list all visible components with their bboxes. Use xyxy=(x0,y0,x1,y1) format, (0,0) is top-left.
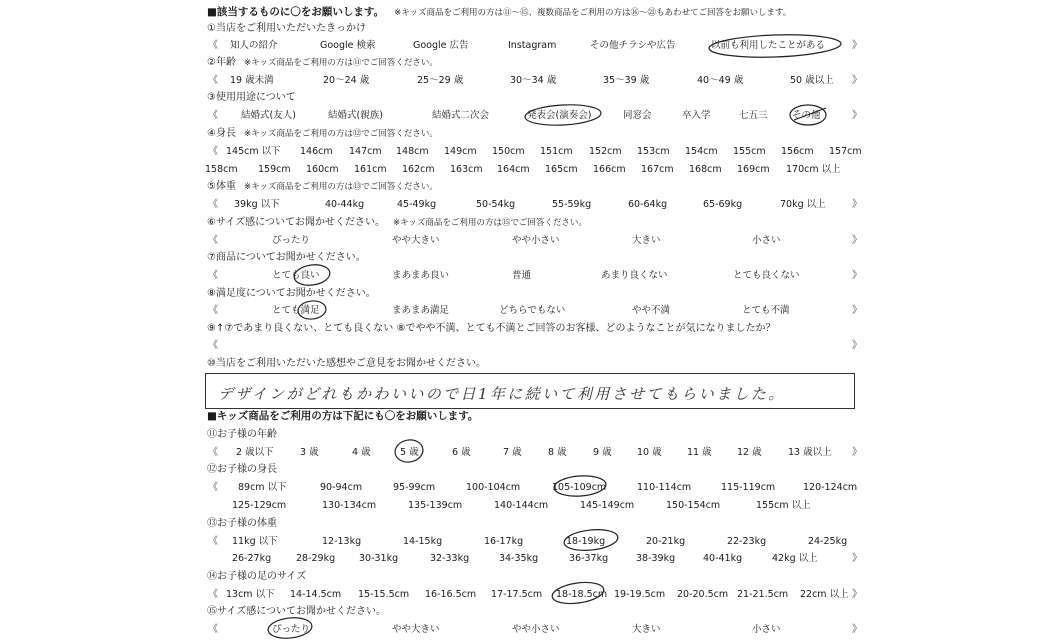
q12-option[interactable]: 120-124cm xyxy=(803,482,858,493)
q8-open-bracket: 《 xyxy=(208,305,218,316)
q3-label: ③使用用途について xyxy=(207,92,296,103)
q5-close-bracket: 》 xyxy=(852,199,862,210)
q3-close-bracket: 》 xyxy=(852,110,862,121)
q14-close-bracket: 》 xyxy=(852,589,862,600)
q15-close-bracket: 》 xyxy=(852,624,862,635)
q3-option[interactable]: 結婚式(友人) xyxy=(241,110,296,121)
survey-title: ■該当するものに〇をお願いします。 ※キッズ商品をご利用の方は⑪〜⑮、複数商品をご利用の方は⑯〜㉑もあわせてご回答をお願いします。 xyxy=(207,6,792,18)
q1-open-bracket: 《 xyxy=(208,40,218,51)
q2-option[interactable]: 25〜29 歳 xyxy=(417,75,464,86)
q6-open-bracket: 《 xyxy=(208,235,218,246)
q11-option[interactable]: 6 歳 xyxy=(452,447,471,458)
q4-option[interactable]: 168cm xyxy=(689,164,722,175)
q12-option[interactable]: 140-144cm xyxy=(494,500,549,511)
q4-option[interactable]: 164cm xyxy=(497,164,530,175)
q15-label: ⑮サイズ感についてお聞かせください。 xyxy=(207,606,386,617)
q14-option[interactable]: 13cm 以下 xyxy=(226,589,275,600)
q3-option[interactable]: 結婚式(親族) xyxy=(328,110,383,121)
q15-option[interactable]: 大きい xyxy=(632,624,661,635)
q14-option-selected[interactable]: 18-18.5cm xyxy=(556,589,608,600)
q7-option[interactable]: とても良くない xyxy=(733,270,800,281)
q7-open-bracket: 《 xyxy=(208,270,218,281)
q4-label: ④身長 ※キッズ商品をご利用の方は⑫でご回答ください。 xyxy=(207,128,438,139)
q14-open-bracket: 《 xyxy=(208,589,218,600)
q11-option[interactable]: 4 歳 xyxy=(352,447,371,458)
q4-option[interactable]: 154cm xyxy=(685,146,718,157)
q13-option[interactable]: 38-39kg xyxy=(636,553,676,564)
q12-option[interactable]: 90-94cm xyxy=(320,482,363,493)
q13-option[interactable]: 36-37kg xyxy=(569,553,609,564)
q4-option[interactable]: 145cm 以下 xyxy=(226,146,281,157)
q1-option[interactable]: Google 検索 xyxy=(320,40,376,51)
q2-option[interactable]: 35〜39 歳 xyxy=(603,75,650,86)
q2-option[interactable]: 30〜34 歳 xyxy=(510,75,557,86)
q1-close-bracket: 》 xyxy=(852,40,862,51)
q9-label: ⑨↑⑦であまり良くない、とても良くない ⑧でやや不満、とても不満とご回答のお客様、どのようなことが気になりましたか？ xyxy=(207,323,776,334)
q5-option[interactable]: 60-64kg xyxy=(628,199,668,210)
q2-close-bracket: 》 xyxy=(852,75,862,86)
q8-option[interactable]: やや不満 xyxy=(632,305,671,316)
q8-option-selected[interactable]: とても満足 xyxy=(272,305,320,316)
q12-option[interactable]: 100-104cm xyxy=(466,482,521,493)
q8-option[interactable]: どちらでもない xyxy=(499,305,566,316)
q2-label: ②年齢 ※キッズ商品をご利用の方は⑪でご回答ください。 xyxy=(207,57,438,68)
q3-open-bracket: 《 xyxy=(208,110,218,121)
q12-option[interactable]: 110-114cm xyxy=(637,482,692,493)
q5-option[interactable]: 45-49kg xyxy=(397,199,437,210)
q14-label: ⑭お子様の足のサイズ xyxy=(207,571,307,582)
q13-option[interactable]: 24-25kg xyxy=(808,536,848,547)
q14-option[interactable]: 20-20.5cm xyxy=(677,589,729,600)
q13-option[interactable]: 40-41kg xyxy=(703,553,743,564)
q9-open-bracket: 《 xyxy=(208,340,218,351)
q1-option[interactable]: 知人の紹介 xyxy=(230,40,278,51)
q3-option[interactable]: 結婚式二次会 xyxy=(432,110,490,121)
q13-option[interactable]: 42kg 以上 xyxy=(772,553,818,564)
q4-option[interactable]: 149cm xyxy=(444,146,477,157)
q15-option-selected[interactable]: ぴったり xyxy=(272,624,311,635)
q6-label: ⑥サイズ感についてお聞かせください。 ※キッズ商品をご利用の方は⑮でご回答ください。 xyxy=(207,217,587,228)
q12-option[interactable]: 130-134cm xyxy=(322,500,377,511)
q4-option[interactable]: 162cm xyxy=(402,164,435,175)
q13-option[interactable]: 30-31kg xyxy=(359,553,399,564)
q4-option[interactable]: 169cm xyxy=(737,164,770,175)
q14-option[interactable]: 21-21.5cm xyxy=(737,589,789,600)
q7-label: ⑦商品についてお聞かせください。 xyxy=(207,252,366,263)
comment-box[interactable] xyxy=(205,373,855,409)
q4-option[interactable]: 155cm xyxy=(733,146,766,157)
q13-close-bracket: 》 xyxy=(852,553,862,564)
q12-option-selected[interactable]: 105-109cm xyxy=(552,482,607,493)
q13-option[interactable]: 20-21kg xyxy=(646,536,686,547)
q1-option[interactable]: その他チラシや広告 xyxy=(590,40,676,51)
q4-option[interactable]: 167cm xyxy=(641,164,674,175)
q1-option[interactable]: Instagram xyxy=(508,40,557,51)
q5-option[interactable]: 55-59kg xyxy=(552,199,592,210)
q2-open-bracket: 《 xyxy=(208,75,218,86)
q2-option[interactable]: 19 歳未満 xyxy=(230,75,274,86)
q8-option[interactable]: とても不満 xyxy=(742,305,790,316)
q7-option[interactable]: あまり良くない xyxy=(601,270,668,281)
q13-option[interactable]: 16-17kg xyxy=(484,536,524,547)
q13-open-bracket: 《 xyxy=(208,536,218,547)
kids-section-title: ■キッズ商品をご利用の方は下記にも〇をお願いします。 xyxy=(207,410,479,422)
q4-option[interactable]: 160cm xyxy=(306,164,339,175)
q15-option[interactable]: 小さい xyxy=(752,624,781,635)
q11-option-selected[interactable]: 5 歳 xyxy=(400,447,419,458)
q12-option[interactable]: 135-139cm xyxy=(408,500,463,511)
q11-open-bracket: 《 xyxy=(208,447,218,458)
q12-option[interactable]: 125-129cm xyxy=(232,500,287,511)
q13-option[interactable]: 14-15kg xyxy=(403,536,443,547)
q2-option[interactable]: 40〜49 歳 xyxy=(697,75,744,86)
q4-option[interactable]: 166cm xyxy=(593,164,626,175)
q4-option[interactable]: 150cm xyxy=(492,146,525,157)
q7-option[interactable]: まあまあ良い xyxy=(392,270,450,281)
q13-option[interactable]: 22-23kg xyxy=(727,536,767,547)
q4-option[interactable]: 156cm xyxy=(781,146,814,157)
q5-option[interactable]: 65-69kg xyxy=(703,199,743,210)
q10-label: ⑩当店をご利用いただいた感想やご意見をお聞かせください。 xyxy=(207,358,486,369)
q11-label: ⑪お子様の年齢 xyxy=(207,429,277,440)
q5-option[interactable]: 39kg 以下 xyxy=(234,199,280,210)
q11-close-bracket: 》 xyxy=(852,447,862,458)
q12-option[interactable]: 150-154cm xyxy=(666,500,721,511)
q1-label: ①当店をご利用いただいたきっかけ xyxy=(207,23,366,34)
q6-close-bracket: 》 xyxy=(852,235,862,246)
q4-option[interactable]: 159cm xyxy=(258,164,291,175)
q12-option[interactable]: 145-149cm xyxy=(580,500,635,511)
q15-option[interactable]: やや大きい xyxy=(392,624,440,635)
q4-option[interactable]: 146cm xyxy=(300,146,333,157)
q12-option[interactable]: 89cm 以下 xyxy=(238,482,287,493)
q3-option[interactable]: 卒入学 xyxy=(682,110,711,121)
q5-label: ⑤体重 ※キッズ商品をご利用の方は⑬でご回答ください。 xyxy=(207,181,438,192)
q12-label: ⑫お子様の身長 xyxy=(207,464,277,475)
q4-option[interactable]: 170cm 以上 xyxy=(786,164,841,175)
q2-option[interactable]: 20〜24 歳 xyxy=(323,75,370,86)
q6-option[interactable]: やや大きい xyxy=(392,235,440,246)
q4-option[interactable]: 151cm xyxy=(540,146,573,157)
q6-option[interactable]: 小さい xyxy=(752,235,781,246)
q14-option[interactable]: 19-19.5cm xyxy=(614,589,666,600)
q15-option[interactable]: やや小さい xyxy=(512,624,560,635)
q6-option[interactable]: ぴったり xyxy=(272,235,311,246)
q5-option[interactable]: 40-44kg xyxy=(325,199,365,210)
q4-open-bracket: 《 xyxy=(208,146,218,157)
q2-option[interactable]: 50 歳以上 xyxy=(790,75,834,86)
q6-option[interactable]: 大きい xyxy=(632,235,661,246)
q4-option[interactable]: 161cm xyxy=(354,164,387,175)
handwritten-comment: デザインがどれもかわいいので日1年に続いて利用させてもらいました。 xyxy=(218,385,786,403)
q13-label: ⑬お子様の体重 xyxy=(207,518,277,529)
q5-open-bracket: 《 xyxy=(208,199,218,210)
survey-note: ※キッズ商品をご利用の方は⑪〜⑮、複数商品をご利用の方は⑯〜㉑もあわせてご回答をお願いします。 xyxy=(394,8,792,18)
q12-option[interactable]: 155cm 以上 xyxy=(756,500,811,511)
q4-option[interactable]: 157cm xyxy=(829,146,862,157)
q12-option[interactable]: 115-119cm xyxy=(721,482,776,493)
q13-option[interactable]: 34-35kg xyxy=(499,553,539,564)
q12-open-bracket: 《 xyxy=(208,482,218,493)
q11-option[interactable]: 9 歳 xyxy=(593,447,612,458)
q1-option-selected[interactable]: 以前も利用したことがある xyxy=(711,40,826,51)
q4-option[interactable]: 158cm xyxy=(205,164,238,175)
q4-option[interactable]: 152cm xyxy=(589,146,622,157)
q14-option[interactable]: 17-17.5cm xyxy=(491,589,543,600)
q14-option[interactable]: 16-16.5cm xyxy=(425,589,477,600)
q14-option[interactable]: 15-15.5cm xyxy=(358,589,410,600)
q3-option-selected[interactable]: その他 xyxy=(792,110,821,121)
q11-option[interactable]: 12 歳 xyxy=(737,447,762,458)
q13-option[interactable]: 12-13kg xyxy=(322,536,362,547)
q11-option[interactable]: 7 歳 xyxy=(503,447,522,458)
q3-option-selected[interactable]: 発表会(演奏会) xyxy=(527,110,592,121)
q11-option[interactable]: 2 歳以下 xyxy=(236,447,274,458)
q11-option[interactable]: 10 歳 xyxy=(637,447,662,458)
q4-option[interactable]: 148cm xyxy=(396,146,429,157)
q4-option[interactable]: 147cm xyxy=(349,146,382,157)
q11-option[interactable]: 13 歳以上 xyxy=(788,447,832,458)
q4-option[interactable]: 165cm xyxy=(545,164,578,175)
q5-option[interactable]: 70kg 以上 xyxy=(780,199,826,210)
q6-option[interactable]: やや小さい xyxy=(512,235,560,246)
q3-option[interactable]: 同窓会 xyxy=(623,110,652,121)
q5-option[interactable]: 50-54kg xyxy=(476,199,516,210)
q15-open-bracket: 《 xyxy=(208,624,218,635)
q8-label: ⑧満足度についてお聞かせください。 xyxy=(207,288,376,299)
q7-close-bracket: 》 xyxy=(852,270,862,281)
q13-option[interactable]: 26-27kg xyxy=(232,553,272,564)
q8-option[interactable]: まあまあ満足 xyxy=(392,305,450,316)
q7-option[interactable]: 普通 xyxy=(512,270,532,281)
q14-option[interactable]: 14-14.5cm xyxy=(290,589,342,600)
q8-close-bracket: 》 xyxy=(852,305,862,316)
q4-option[interactable]: 163cm xyxy=(450,164,483,175)
q13-option[interactable]: 32-33kg xyxy=(430,553,470,564)
q11-option[interactable]: 11 歳 xyxy=(687,447,712,458)
q12-option[interactable]: 95-99cm xyxy=(393,482,436,493)
q11-option[interactable]: 8 歳 xyxy=(548,447,567,458)
q13-option[interactable]: 11kg 以下 xyxy=(232,536,278,547)
q14-option[interactable]: 22cm 以上 xyxy=(800,589,849,600)
q9-close-bracket: 》 xyxy=(852,340,862,351)
q4-option[interactable]: 153cm xyxy=(637,146,670,157)
q11-option[interactable]: 3 歳 xyxy=(300,447,319,458)
q3-option[interactable]: 七五三 xyxy=(739,110,768,121)
q13-option[interactable]: 28-29kg xyxy=(296,553,336,564)
q13-option-selected[interactable]: 18-19kg xyxy=(566,536,606,547)
q7-option-selected[interactable]: とても良い xyxy=(272,270,320,281)
q1-option[interactable]: Google 広告 xyxy=(413,40,469,51)
